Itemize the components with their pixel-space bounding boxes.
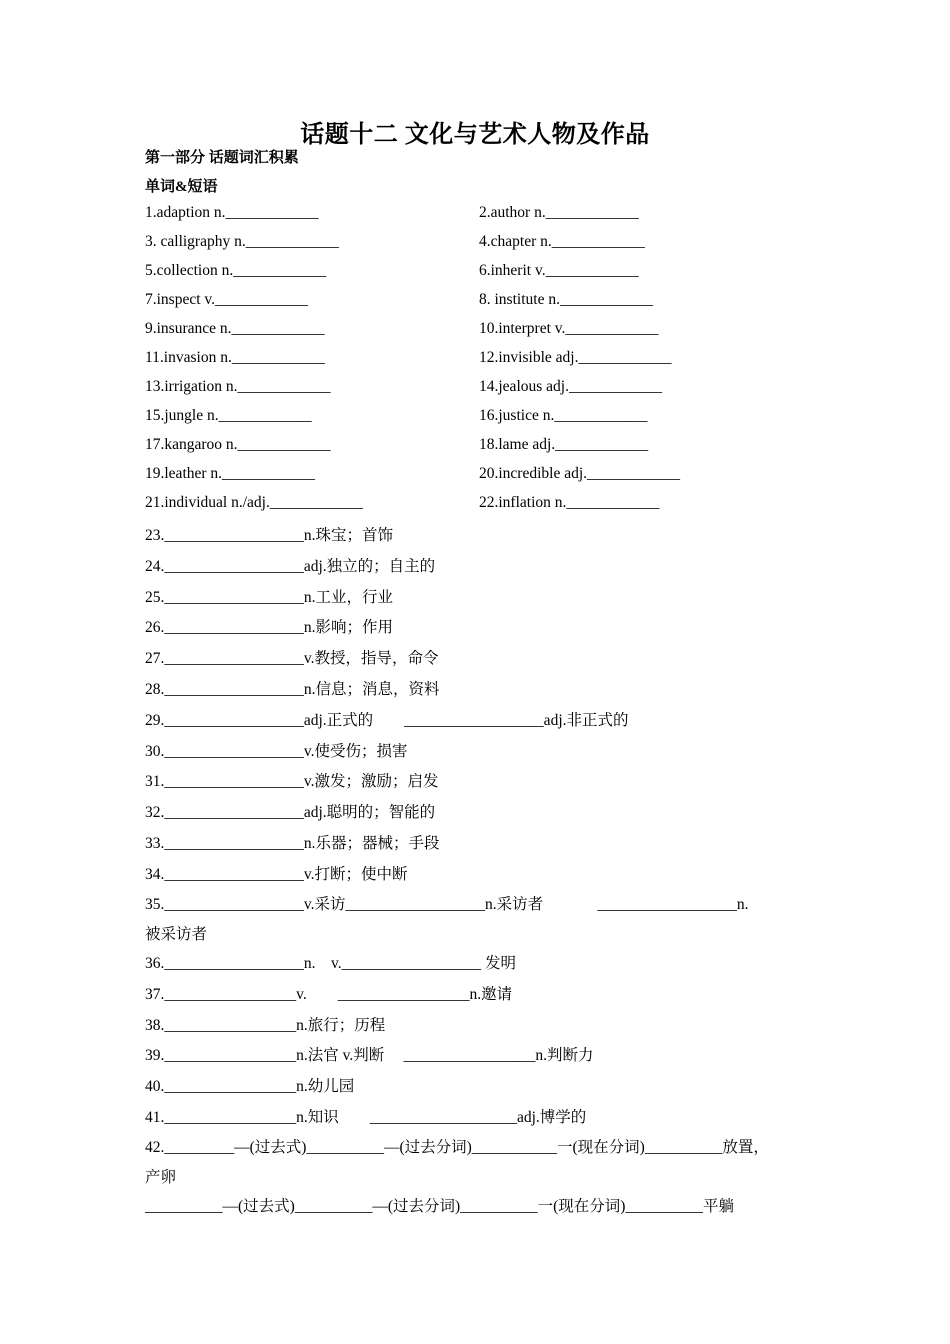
vocab-item: 15.jungle n.____________ — [145, 407, 312, 424]
vocab-item: 22.inflation n.____________ — [479, 494, 660, 511]
vocab-item: 2.author n.____________ — [479, 204, 639, 221]
fill-item: 35.__________________v.采访__________________n.采访者 __________________n. — [145, 896, 749, 913]
vocab-item: 18.lame adj.____________ — [479, 436, 649, 453]
fill-item: 24.__________________adj.独立的；自主的 — [145, 558, 436, 575]
vocab-item: 12.invisible adj.____________ — [479, 349, 672, 366]
vocab-item: 3. calligraphy n.____________ — [145, 233, 339, 250]
vocab-item: 20.incredible adj.____________ — [479, 465, 681, 482]
fill-item-continuation: 产卵 — [145, 1169, 177, 1186]
sub-heading: 单词&短语 — [145, 179, 218, 195]
fill-item: 40._________________n.幼儿园 — [145, 1078, 355, 1095]
vocab-item: 4.chapter n.____________ — [479, 233, 645, 250]
vocab-item: 13.irrigation n.____________ — [145, 378, 331, 395]
fill-item: 32.__________________adj.聪明的；智能的 — [145, 804, 436, 821]
fill-item: 34.__________________v.打断；使中断 — [145, 866, 408, 883]
vocab-item: 10.interpret v.____________ — [479, 320, 659, 337]
fill-item: 30.__________________v.使受伤；损害 — [145, 743, 408, 760]
fill-item-continuation: 被采访者 — [145, 926, 208, 943]
fill-item: 25.__________________n.工业，行业 — [145, 589, 394, 606]
fill-item: __________—(过去式)__________—(过去分词)__________一(现在分词)__________平躺 — [145, 1198, 734, 1215]
vocab-item: 17.kangaroo n.____________ — [145, 436, 331, 453]
fill-item: 38._________________n.旅行；历程 — [145, 1017, 386, 1034]
vocab-item: 11.invasion n.____________ — [145, 349, 325, 366]
vocab-item: 19.leather n.____________ — [145, 465, 316, 482]
fill-item: 41._________________n.知识 ___________________adj.博学的 — [145, 1109, 587, 1126]
fill-item: 27.__________________v.教授，指导，命令 — [145, 650, 439, 667]
fill-item: 39._________________n.法官 v.判断 _________________n.判断力 — [145, 1047, 594, 1064]
fill-item: 23.__________________n.珠宝；首饰 — [145, 527, 394, 544]
vocab-item: 6.inherit v.____________ — [479, 262, 639, 279]
vocab-item: 7.inspect v.____________ — [145, 291, 309, 308]
vocab-item: 14.jealous adj.____________ — [479, 378, 662, 395]
fill-item: 31.__________________v.激发；激励；启发 — [145, 773, 439, 790]
fill-item: 29.__________________adj.正式的 __________________adj.非正式的 — [145, 712, 629, 729]
fill-item: 26.__________________n.影响；作用 — [145, 619, 394, 636]
fill-item: 36.__________________n. v.__________________ 发明 — [145, 955, 516, 972]
vocab-item: 5.collection n.____________ — [145, 262, 327, 279]
vocab-item: 1.adaption n.____________ — [145, 204, 319, 221]
fill-item: 28.__________________n.信息；消息，资料 — [145, 681, 440, 698]
vocab-item: 16.justice n.____________ — [479, 407, 648, 424]
section-heading: 第一部分 话题词汇积累 — [145, 150, 299, 166]
page-title: 话题十二 文化与艺术人物及作品 — [300, 122, 650, 148]
fill-item: 42._________—(过去式)__________—(过去分词)___________一(现在分词)__________放置， — [145, 1139, 769, 1156]
vocab-item: 21.individual n./adj.____________ — [145, 494, 363, 511]
fill-item: 37._________________v. _________________n.邀请 — [145, 986, 513, 1003]
vocab-item: 8. institute n.____________ — [479, 291, 653, 308]
fill-item: 33.__________________n.乐器；器械；手段 — [145, 835, 440, 852]
vocab-item: 9.insurance n.____________ — [145, 320, 325, 337]
